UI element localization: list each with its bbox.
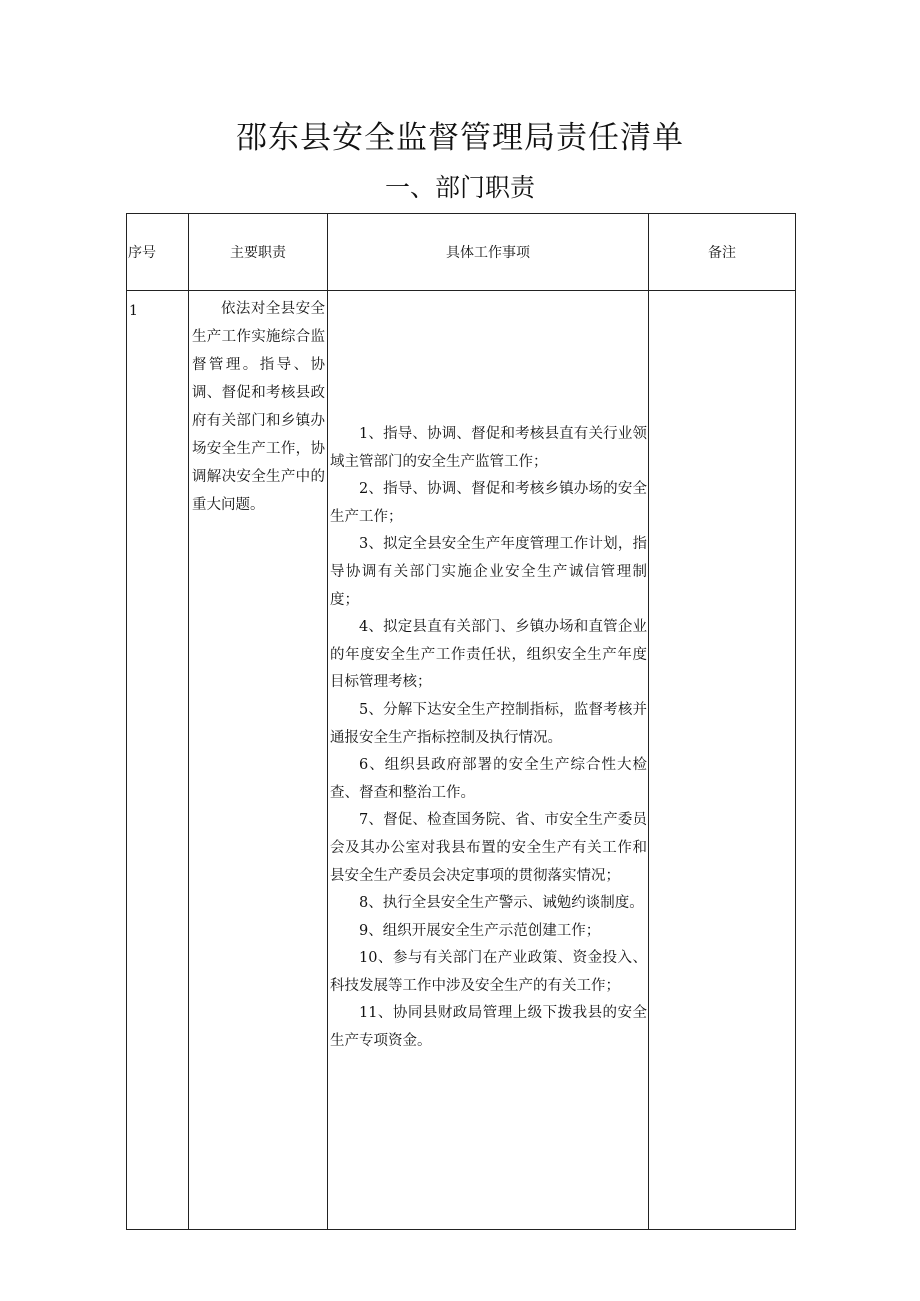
- row-note: [649, 291, 796, 1230]
- row-duty-text: 依法对全县安全生产工作实施综合监督管理。指导、协调、督促和考核县政府有关部门和乡镇办场安全生产工作，协调解决安全生产中的重大问题。: [192, 301, 325, 513]
- table-header-row: [127, 214, 796, 291]
- header-items: 具体工作事项: [328, 214, 649, 291]
- header-note: 备注: [649, 214, 796, 291]
- row-seq: 1: [127, 291, 189, 1230]
- work-item: 6、组织县政府部署的安全生产综合性大检查、督查和整治工作。: [330, 757, 647, 801]
- work-item: 10、参与有关部门在产业政策、资金投入、科技发展等工作中涉及安全生产的有关工作；: [330, 950, 647, 994]
- work-item: 4、拟定县直有关部门、乡镇办场和直管企业的年度安全生产工作责任状，组织安全生产年度目标管理考核；: [330, 619, 647, 691]
- header-duty: 主要职责: [189, 214, 328, 291]
- work-item: 3、拟定全县安全生产年度管理工作计划，指导协调有关部门实施企业安全生产诚信管理制度；: [330, 536, 647, 608]
- responsibility-table: [126, 213, 796, 1230]
- work-item: 2、指导、协调、督促和考核乡镇办场的安全生产工作；: [330, 481, 647, 525]
- row-duty-cell: [189, 291, 328, 1230]
- section-title: 一、部门职责: [384, 173, 535, 202]
- work-item: 7、督促、检查国务院、省、市安全生产委员会及其办公室对我县布置的安全生产有关工作和县安全生产委员会决定事项的贯彻落实情况；: [330, 812, 647, 884]
- work-item: 5、分解下达安全生产控制指标，监督考核并通报安全生产指标控制及执行情况。: [330, 701, 647, 746]
- table-row: [127, 291, 796, 1230]
- work-item: 11、协同县财政局管理上级下拨我县的安全生产专项资金。: [330, 1005, 647, 1050]
- row-items-cell: [328, 291, 649, 1230]
- work-item: 9、组织开展安全生产示范创建工作；: [359, 922, 601, 939]
- work-item: 8、执行全县安全生产警示、诫勉约谈制度。: [359, 895, 644, 912]
- header-seq: 序号: [127, 214, 189, 291]
- work-item: 1、指导、协调、督促和考核县直有关行业领域主管部门的安全生产监管工作；: [330, 426, 647, 470]
- page-title: 邵东县安全监督管理局责任清单: [236, 120, 684, 156]
